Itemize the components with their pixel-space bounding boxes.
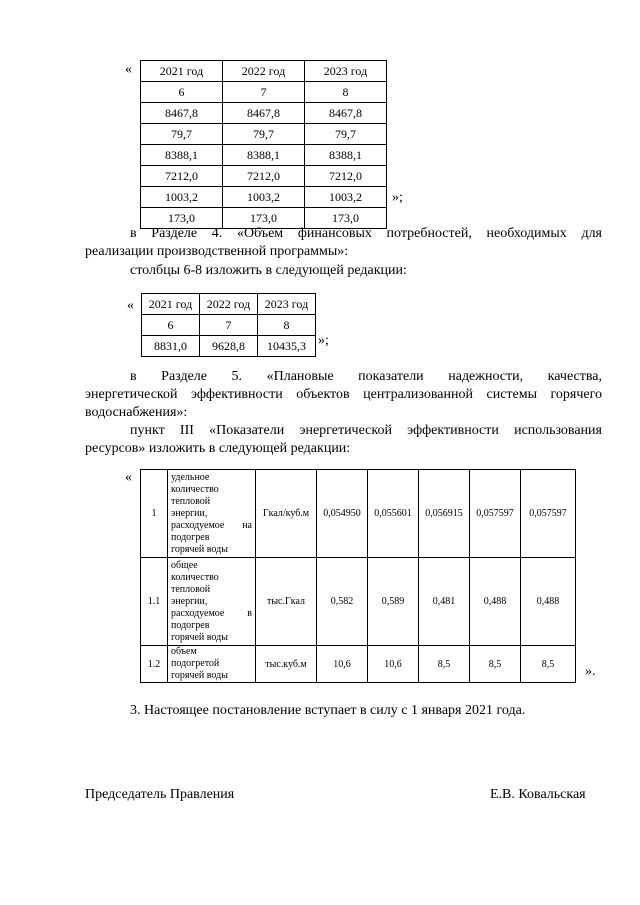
table-cell: 9628,8 xyxy=(200,336,258,357)
table-cell: 79,7 xyxy=(223,124,305,145)
table-row xyxy=(141,558,576,646)
table-header-row xyxy=(141,61,387,82)
table-3 xyxy=(140,469,576,683)
table-cell: 8,5 xyxy=(419,646,470,683)
table-cell: 7212,0 xyxy=(223,166,305,187)
open-quote: « xyxy=(125,62,132,77)
open-quote-2: « xyxy=(127,298,134,313)
table-cell: 8467,8 xyxy=(305,103,387,124)
item-3: 3. Настоящее постановление вступает в силу с 1 января 2021 года. xyxy=(130,703,526,718)
table-row xyxy=(142,336,316,357)
header-cell: 2022 год xyxy=(200,294,258,315)
description-line: расходуемое в xyxy=(171,607,252,619)
table-cell: 173,0 xyxy=(223,208,305,229)
table-cell: 7 xyxy=(200,315,258,336)
signature-name: Е.В. Ковальская xyxy=(490,787,586,802)
table-cell: 6 xyxy=(141,82,223,103)
table-cell: 1003,2 xyxy=(305,187,387,208)
table-row xyxy=(141,82,387,103)
section5-line5: ресурсов» изложить в следующей редакции: xyxy=(85,441,351,456)
header-cell: 2022 год xyxy=(223,61,305,82)
close-quote: »; xyxy=(392,190,403,205)
table-cell: 7212,0 xyxy=(305,166,387,187)
table-row xyxy=(142,315,316,336)
close-quote-3: ». xyxy=(585,664,596,679)
description-line: объем xyxy=(171,646,197,657)
section4-line2: реализации производственной программы»: xyxy=(85,244,349,259)
description-line: энергии, xyxy=(171,507,208,519)
section4-line3: столбцы 6-8 изложить в следующей редакции: xyxy=(130,263,407,278)
table-cell: 0,057597 xyxy=(521,470,576,558)
open-quote-3: « xyxy=(125,470,132,485)
table-cell: 173,0 xyxy=(141,208,223,229)
table-cell: 0,481 xyxy=(419,558,470,646)
row-description xyxy=(168,558,256,646)
header-cell: 2023 год xyxy=(305,61,387,82)
table-row xyxy=(141,103,387,124)
section5-line1: в Разделе 5. «Плановые показатели надежности, качества, xyxy=(130,369,602,384)
row-unit: Гкал/куб.м xyxy=(256,470,317,558)
table-2 xyxy=(141,293,316,357)
table-cell: 79,7 xyxy=(141,124,223,145)
table-cell: 1003,2 xyxy=(141,187,223,208)
table-row xyxy=(141,646,576,683)
table-cell: 10435,3 xyxy=(258,336,316,357)
row-unit: тыс.Гкал xyxy=(256,558,317,646)
description-line: тепловой xyxy=(171,583,211,595)
table-1 xyxy=(140,60,387,229)
table-cell: 6 xyxy=(142,315,200,336)
table-cell: 0,054950 xyxy=(317,470,368,558)
table-cell: 173,0 xyxy=(305,208,387,229)
row-number: 1.1 xyxy=(141,558,168,646)
table-cell: 8388,1 xyxy=(223,145,305,166)
table-cell: 8 xyxy=(305,82,387,103)
table-cell: 8 xyxy=(258,315,316,336)
description-line: подогрев xyxy=(171,619,210,631)
description-line: горячей воды xyxy=(171,631,228,643)
table-cell: 8,5 xyxy=(470,646,521,683)
table-cell: 8388,1 xyxy=(305,145,387,166)
table-cell: 7 xyxy=(223,82,305,103)
row-number: 1 xyxy=(141,470,168,558)
table-cell: 0,055601 xyxy=(368,470,419,558)
header-cell: 2023 год xyxy=(258,294,316,315)
table-cell: 0,582 xyxy=(317,558,368,646)
header-cell: 2021 год xyxy=(142,294,200,315)
description-line: подогретой xyxy=(171,658,220,669)
table-cell: 0,488 xyxy=(521,558,576,646)
table-cell: 1003,2 xyxy=(223,187,305,208)
table-cell: 8467,8 xyxy=(223,103,305,124)
table-cell: 0,589 xyxy=(368,558,419,646)
table-row xyxy=(141,470,576,558)
description-line: горячей воды xyxy=(171,543,228,555)
description-line: количество xyxy=(171,483,219,495)
table-row xyxy=(141,187,387,208)
description-line: общее xyxy=(171,559,198,571)
description-line: горячей воды xyxy=(171,670,228,681)
table-cell: 0,488 xyxy=(470,558,521,646)
table-row xyxy=(141,124,387,145)
table-cell: 10,6 xyxy=(368,646,419,683)
table-header-row xyxy=(142,294,316,315)
description-line: подогрев xyxy=(171,531,210,543)
section5-line3: водоснабжения»: xyxy=(85,405,188,420)
table-cell: 8388,1 xyxy=(141,145,223,166)
table-row xyxy=(141,166,387,187)
table-cell: 8831,0 xyxy=(142,336,200,357)
table-row xyxy=(141,145,387,166)
table-cell: 10,6 xyxy=(317,646,368,683)
section5-line4: пункт III «Показатели энергетической эффективности использования xyxy=(130,423,602,438)
header-cell: 2021 год xyxy=(141,61,223,82)
close-quote-2: »; xyxy=(318,333,329,348)
signature-title: Председатель Правления xyxy=(85,787,235,802)
table-cell: 8467,8 xyxy=(141,103,223,124)
section5-line2: энергетической эффективности объектов централизованной системы горячего xyxy=(85,387,602,402)
description-line: расходуемое на xyxy=(171,519,252,531)
description-line: энергии, xyxy=(171,595,208,607)
row-description xyxy=(168,646,256,683)
row-number: 1.2 xyxy=(141,646,168,683)
section4-line1: в Разделе 4. «Объем финансовых потребностей, необходимых для xyxy=(130,226,602,241)
row-unit: тыс.куб.м xyxy=(256,646,317,683)
description-line: тепловой xyxy=(171,495,211,507)
table-cell: 8,5 xyxy=(521,646,576,683)
description-line: количество xyxy=(171,571,219,583)
table-cell: 0,057597 xyxy=(470,470,521,558)
table-cell: 79,7 xyxy=(305,124,387,145)
description-line: удельное xyxy=(171,471,210,483)
table-cell: 0,056915 xyxy=(419,470,470,558)
row-description xyxy=(168,470,256,558)
table-cell: 7212,0 xyxy=(141,166,223,187)
